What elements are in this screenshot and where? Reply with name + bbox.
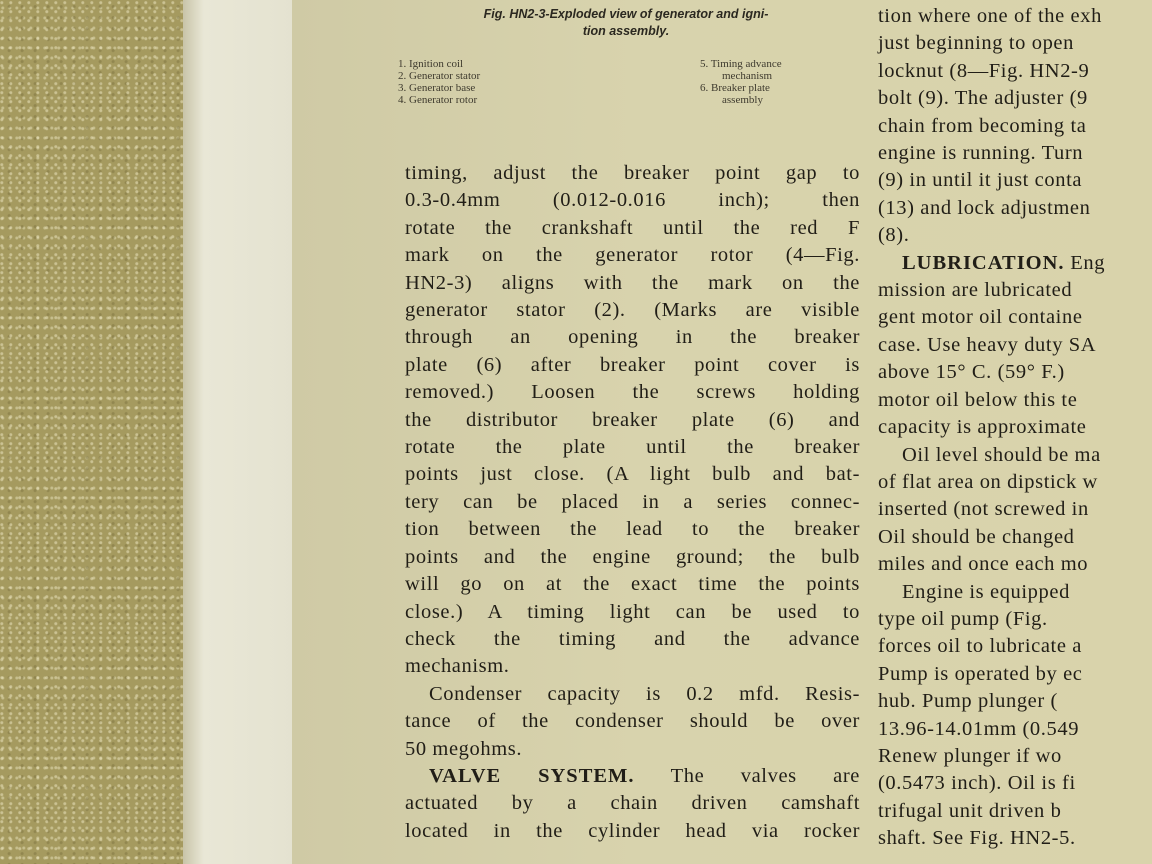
text-line: engine is running. Turn [878, 142, 1084, 165]
text-line [878, 250, 1152, 277]
text-line: tance of the condenser should be over [405, 710, 860, 733]
text-line: Oil level should be ma [902, 443, 1101, 466]
text-line: plate (6) after breaker point cover is [405, 353, 860, 376]
background-surface [0, 0, 200, 864]
text-line: Renew plunger if wo [878, 744, 1062, 767]
right-text-column [878, 3, 1152, 853]
text-line: above 15° C. (59° F.) [878, 361, 1065, 384]
text-line: 50 megohms. [405, 737, 523, 760]
figure-caption [402, 6, 850, 40]
text-line: Oil should be changed [878, 525, 1075, 548]
text-line: type oil pump (Fig. [878, 607, 1048, 630]
text-line: located in the cylinder head via rocker [405, 819, 860, 842]
text-line: locknut (8—Fig. HN2-9 [878, 59, 1090, 82]
text-line: check the timing and the advance [405, 627, 860, 650]
section-heading: LUBRICATION. [902, 251, 1065, 274]
text-line: timing, adjust the breaker point gap to [405, 162, 860, 184]
text-line: of flat area on dipstick w [878, 470, 1098, 493]
text-line: chain from becoming ta [878, 114, 1087, 137]
text-line: rotate the crankshaft until the red F [405, 216, 860, 239]
text-line: Condenser capacity is 0.2 mfd. Resis- [429, 682, 860, 705]
text-line: will go on at the exact time the points [405, 573, 860, 596]
text-line: miles and once each mo [878, 553, 1089, 576]
text-line: (8). [878, 224, 910, 247]
text-line: case. Use heavy duty SA [878, 333, 1097, 356]
text-line: mechanism. [405, 655, 510, 678]
text-line: inserted (not screwed in [878, 498, 1089, 521]
page-edge [183, 0, 298, 864]
text-line: trifugal unit driven b [878, 799, 1062, 822]
legend-item: assembly [722, 94, 763, 106]
text-line: the distributor breaker plate (6) and [405, 408, 860, 431]
text-line: removed.) Loosen the screws holding [405, 381, 860, 404]
text-line: points and the engine ground; the bulb [405, 545, 860, 568]
text-line: (13) and lock adjustmen [878, 196, 1091, 219]
text-line: actuated by a chain driven camshaft [405, 792, 860, 815]
text-line: shaft. See Fig. HN2-5. [878, 827, 1076, 850]
caption-line: Fig. HN2-3-Exploded view of generator and igni- [483, 7, 769, 21]
text-line: bolt (9). The adjuster (9 [878, 87, 1088, 110]
text-line: points just close. (A light bulb and bat- [405, 463, 860, 486]
text-line [405, 763, 860, 790]
text-line: just beginning to open [878, 32, 1074, 55]
text-line: generator stator (2). (Marks are visible [405, 299, 860, 322]
legend-item: 2. Generator stator [398, 70, 481, 82]
text-line: Pump is operated by ec [878, 662, 1083, 685]
figure-legend-right [700, 58, 860, 106]
text-line: tion between the lead to the breaker [405, 518, 860, 541]
heading-continuation: Eng [1070, 251, 1106, 274]
text-line: close.) A timing light can be used to [405, 600, 860, 623]
text-line: Engine is equipped [902, 580, 1070, 603]
text-line: forces oil to lubricate a [878, 635, 1082, 658]
legend-item: 4. Generator rotor [398, 94, 478, 106]
text-line: 0.3-0.4mm (0.012-0.016 inch); then [405, 189, 860, 212]
legend-item: 3. Generator base [398, 82, 476, 94]
heading-continuation: The valves are [670, 764, 861, 787]
text-line: rotate the plate until the breaker [405, 436, 860, 459]
text-line: mark on the generator rotor (4—Fig. [405, 244, 860, 267]
figure-legend-left [398, 58, 598, 106]
text-line: hub. Pump plunger ( [878, 690, 1058, 713]
text-line: (0.5473 inch). Oil is fi [878, 772, 1076, 795]
text-line: mission are lubricated [878, 279, 1073, 302]
caption-line: tion assembly. [582, 24, 670, 38]
legend-item: 1. Ignition coil [398, 58, 464, 70]
section-heading: VALVE SYSTEM. [429, 764, 635, 787]
main-text-column [405, 160, 860, 845]
text-line: 13.96-14.01mm (0.549 [878, 717, 1080, 740]
legend-item: 6. Breaker plate [700, 82, 770, 94]
text-line: through an opening in the breaker [405, 326, 860, 349]
text-line: gent motor oil containe [878, 306, 1083, 329]
text-line: tion where one of the exh [878, 5, 1102, 27]
text-line: capacity is approximate [878, 416, 1087, 439]
text-line: HN2-3) aligns with the mark on the [405, 271, 860, 294]
legend-item: mechanism [722, 70, 773, 82]
legend-item: 5. Timing advance [700, 58, 782, 70]
text-line: tery can be placed in a series connec- [405, 490, 860, 513]
text-line: motor oil below this te [878, 388, 1078, 411]
text-line: (9) in until it just conta [878, 169, 1083, 192]
